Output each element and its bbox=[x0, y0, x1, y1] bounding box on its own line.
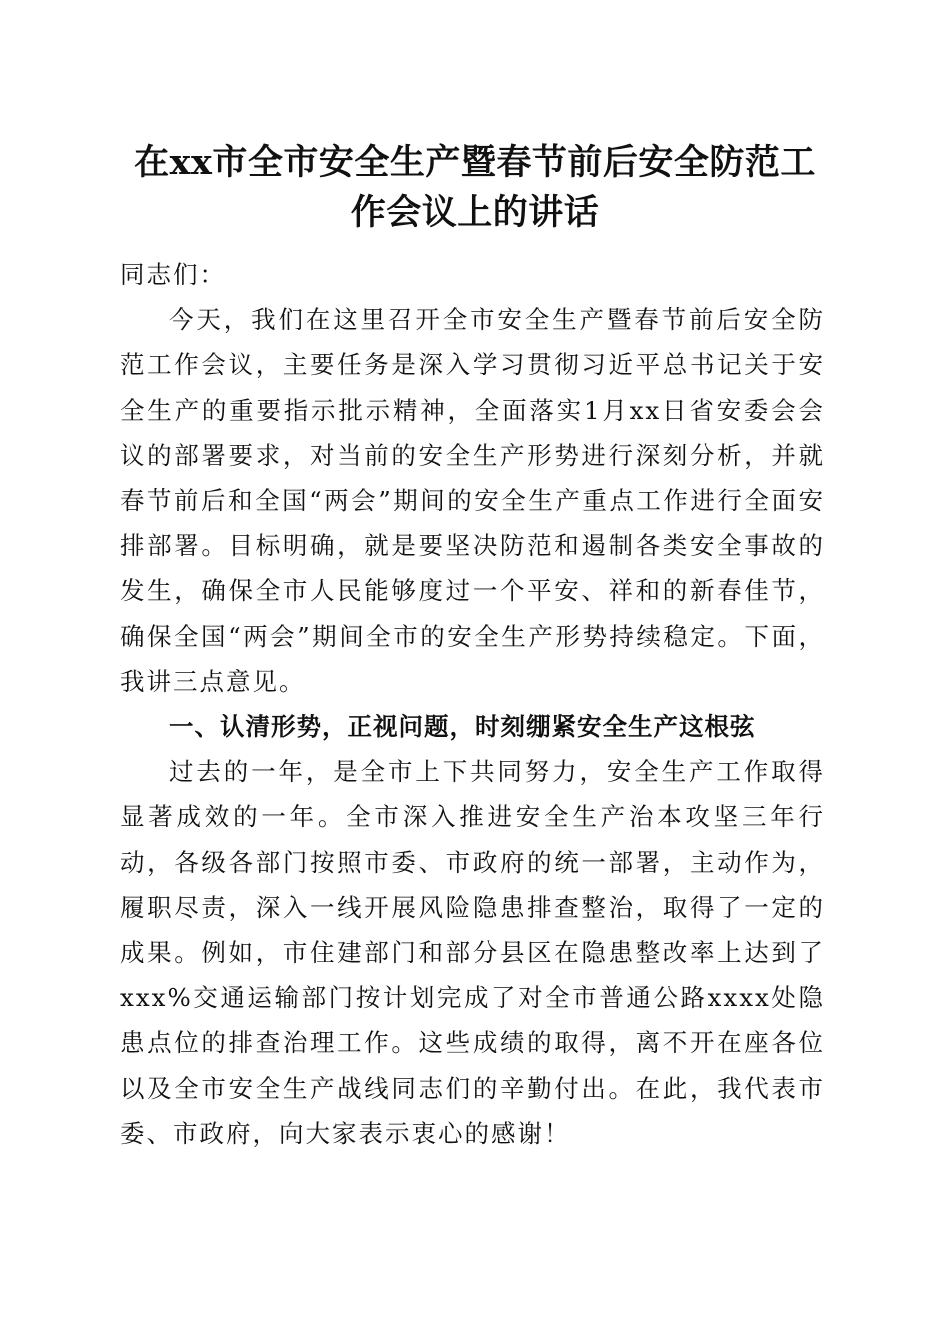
paragraph-review: 过去的一年，是全市上下共同努力，安全生产工作取得显著成效的一年。全市深入推进安全生产治本攻坚三年行动，各级各部门按照市委、市政府的统一部署，主动作为，履职尽责，深入一线开展风险隐患排查整治，取得了一定的成果。例如，市住建部门和部分县区在隐患整改率上达到了xxx%交通运输部门按计划完成了对全市普通公路xxxx处隐患点位的排查治理工作。这些成绩的取得，离不开在座各位以及全市安全生产战线同志们的辛勤付出。在此，我代表市委、市政府，向大家表示衷心的感谢！ bbox=[120, 757, 825, 1148]
paragraph-intro: 今天，我们在这里召开全市安全生产暨春节前后安全防范工作会议，主要任务是深入学习贯彻习近平总书记关于安全生产的重要指示批示精神，全面落实1月xx日省安委会会议的部署要求，对当前的安全生产形势进行深刻分析，并就春节前后和全国“两会”期间的安全生产重点工作进行全面安排部署。目标明确，就是要坚决防范和遏制各类安全事故的发生，确保全市人民能够度过一个平安、祥和的新春佳节，确保全国“两会”期间全市的安全生产形势持续稳定。下面，我讲三点意见。 bbox=[120, 305, 825, 696]
document-body bbox=[120, 252, 825, 1156]
salutation: 同志们： bbox=[120, 260, 226, 289]
document-title-line-2: 作会议上的讲话 bbox=[350, 192, 600, 233]
document-title bbox=[110, 138, 840, 238]
section-heading: 一、认清形势，正视问题，时刻绷紧安全生产这根弦 bbox=[169, 712, 756, 742]
document-title-line-1: 在xx市全市安全生产暨春节前后安全防范工 bbox=[134, 142, 816, 183]
